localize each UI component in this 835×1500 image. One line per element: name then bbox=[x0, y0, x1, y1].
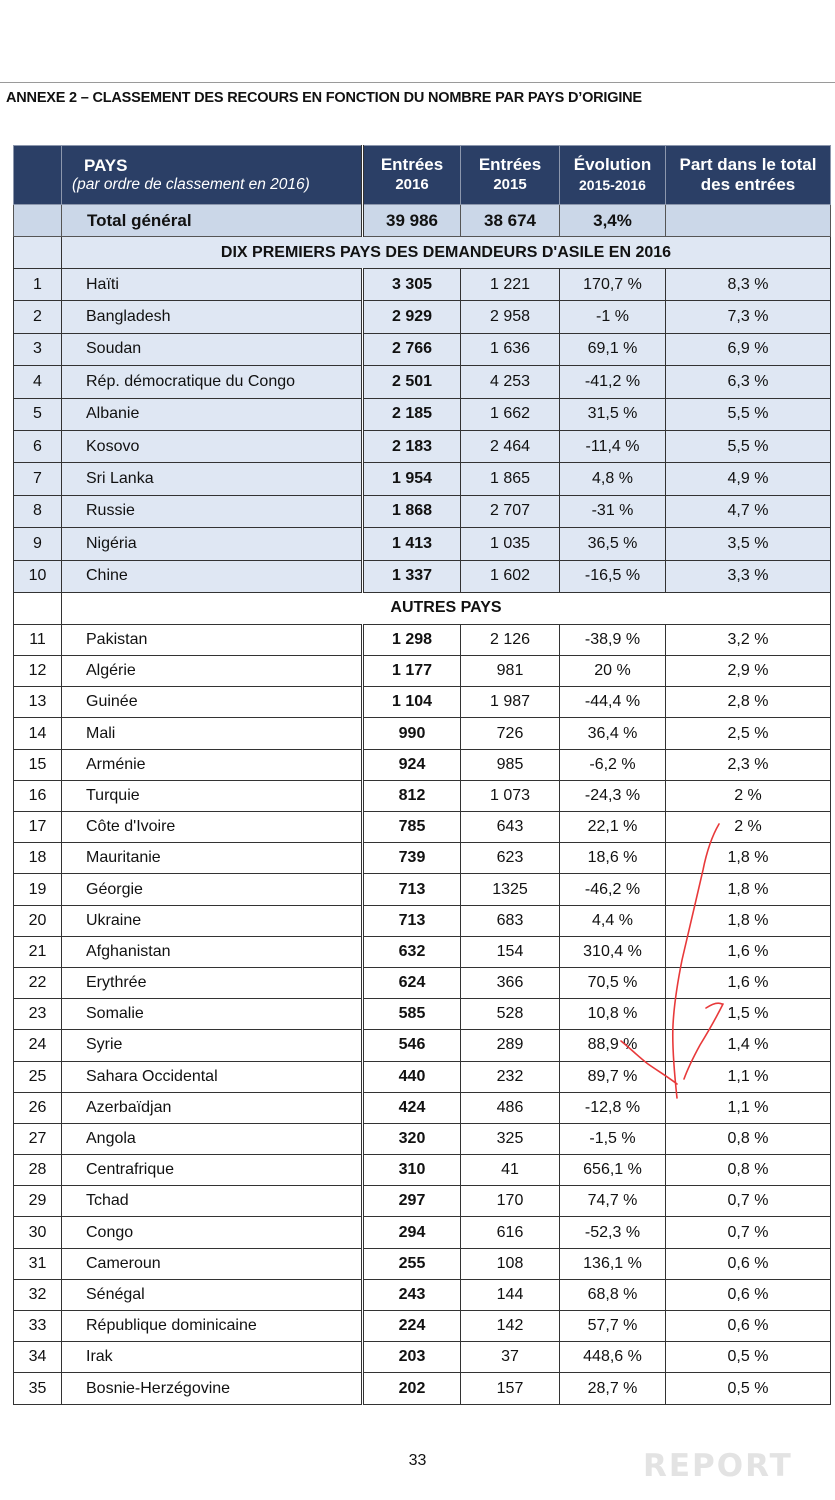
rank-cell: 30 bbox=[14, 1217, 62, 1248]
rank-cell: 29 bbox=[14, 1186, 62, 1217]
entrees-2016-cell: 739 bbox=[363, 843, 461, 874]
entrees-2015-cell: 643 bbox=[461, 812, 560, 843]
country-cell: Mali bbox=[62, 718, 363, 749]
country-cell: Erythrée bbox=[62, 967, 363, 998]
evolution-cell: -12,8 % bbox=[560, 1092, 666, 1123]
country-cell: Sri Lanka bbox=[62, 463, 363, 495]
table-row bbox=[14, 624, 831, 655]
entrees-2015-cell: 486 bbox=[461, 1092, 560, 1123]
entrees-2015-cell: 683 bbox=[461, 905, 560, 936]
rank-cell: 4 bbox=[14, 366, 62, 398]
table-row bbox=[14, 936, 831, 967]
entrees-2016-cell: 424 bbox=[363, 1092, 461, 1123]
rank-cell: 14 bbox=[14, 718, 62, 749]
entrees-2015-cell: 981 bbox=[461, 656, 560, 687]
evolution-cell: 20 % bbox=[560, 656, 666, 687]
total-rank-cell bbox=[14, 205, 62, 237]
entrees-2016-cell: 3 305 bbox=[363, 269, 461, 301]
table-row bbox=[14, 687, 831, 718]
rank-cell: 1 bbox=[14, 269, 62, 301]
annex-title: ANNEXE 2 – CLASSEMENT DES RECOURS EN FONCTION DU NOMBRE PAR PAYS D’ORIGINE bbox=[6, 90, 642, 106]
entrees-2016-cell: 713 bbox=[363, 874, 461, 905]
header-evolution-line1: Évolution bbox=[573, 155, 652, 174]
entrees-2016-cell: 2 766 bbox=[363, 333, 461, 365]
rank-cell: 34 bbox=[14, 1342, 62, 1373]
evolution-cell: -41,2 % bbox=[560, 366, 666, 398]
country-cell: Pakistan bbox=[62, 624, 363, 655]
table-row bbox=[14, 1092, 831, 1123]
country-cell: Somalie bbox=[62, 999, 363, 1030]
country-cell: Haïti bbox=[62, 269, 363, 301]
header-entrees-2015-line2: 2015 bbox=[493, 176, 527, 193]
table-row bbox=[14, 1186, 831, 1217]
table-row bbox=[14, 495, 831, 527]
evolution-cell: 31,5 % bbox=[560, 398, 666, 430]
entrees-2016-cell: 2 185 bbox=[363, 398, 461, 430]
country-cell: Mauritanie bbox=[62, 843, 363, 874]
part-cell: 2,9 % bbox=[666, 656, 831, 687]
page-number: 33 bbox=[408, 1452, 427, 1469]
country-cell: Kosovo bbox=[62, 430, 363, 462]
table-row bbox=[14, 656, 831, 687]
entrees-2016-cell: 1 413 bbox=[363, 528, 461, 560]
entrees-2015-cell: 1 865 bbox=[461, 463, 560, 495]
entrees-2015-cell: 1 073 bbox=[461, 780, 560, 811]
part-cell: 3,3 % bbox=[666, 560, 831, 592]
header-pays-sub: (par ordre de classement en 2016) bbox=[72, 175, 310, 193]
table-row bbox=[14, 874, 831, 905]
evolution-cell: 310,4 % bbox=[560, 936, 666, 967]
rank-cell: 32 bbox=[14, 1279, 62, 1310]
part-cell: 0,6 % bbox=[666, 1311, 831, 1342]
entrees-2015-cell: 616 bbox=[461, 1217, 560, 1248]
part-cell: 2,3 % bbox=[666, 749, 831, 780]
part-cell: 4,7 % bbox=[666, 495, 831, 527]
part-cell: 6,3 % bbox=[666, 366, 831, 398]
evolution-cell: -11,4 % bbox=[560, 430, 666, 462]
part-cell: 1,8 % bbox=[666, 843, 831, 874]
entrees-2016-cell: 1 337 bbox=[363, 560, 461, 592]
total-row bbox=[14, 205, 831, 237]
section-top-rank-cell bbox=[14, 237, 62, 269]
country-cell: Guinée bbox=[62, 687, 363, 718]
report-watermark: REPORT bbox=[643, 1448, 793, 1484]
section-top-title: DIX PREMIERS PAYS DES DEMANDEURS D'ASILE EN 2016 bbox=[62, 237, 831, 269]
evolution-cell: 70,5 % bbox=[560, 967, 666, 998]
evolution-cell: -1,5 % bbox=[560, 1123, 666, 1154]
evolution-cell: 4,8 % bbox=[560, 463, 666, 495]
evolution-cell: 88,9 % bbox=[560, 1030, 666, 1061]
header-evolution bbox=[560, 146, 666, 205]
country-cell: Cameroun bbox=[62, 1248, 363, 1279]
section-top-row bbox=[14, 237, 831, 269]
part-cell: 2 % bbox=[666, 812, 831, 843]
table-row bbox=[14, 366, 831, 398]
country-cell: Algérie bbox=[62, 656, 363, 687]
evolution-cell: 36,4 % bbox=[560, 718, 666, 749]
table-row bbox=[14, 1279, 831, 1310]
part-cell: 1,8 % bbox=[666, 905, 831, 936]
part-cell: 1,6 % bbox=[666, 967, 831, 998]
table-row bbox=[14, 1373, 831, 1404]
table-row bbox=[14, 333, 831, 365]
header-entrees-2015 bbox=[461, 146, 560, 205]
table-row bbox=[14, 1342, 831, 1373]
table-row bbox=[14, 967, 831, 998]
entrees-2015-cell: 726 bbox=[461, 718, 560, 749]
entrees-2016-cell: 320 bbox=[363, 1123, 461, 1154]
country-cell: Côte d'Ivoire bbox=[62, 812, 363, 843]
entrees-2016-cell: 1 298 bbox=[363, 624, 461, 655]
part-cell: 1,1 % bbox=[666, 1061, 831, 1092]
evolution-cell: 170,7 % bbox=[560, 269, 666, 301]
part-cell: 0,7 % bbox=[666, 1217, 831, 1248]
country-cell: Sénégal bbox=[62, 1279, 363, 1310]
country-cell: Soudan bbox=[62, 333, 363, 365]
entrees-2016-cell: 2 183 bbox=[363, 430, 461, 462]
evolution-cell: -38,9 % bbox=[560, 624, 666, 655]
entrees-2016-cell: 812 bbox=[363, 780, 461, 811]
country-cell: Albanie bbox=[62, 398, 363, 430]
entrees-2016-cell: 243 bbox=[363, 1279, 461, 1310]
entrees-2015-cell: 4 253 bbox=[461, 366, 560, 398]
part-cell: 3,5 % bbox=[666, 528, 831, 560]
entrees-2016-cell: 1 954 bbox=[363, 463, 461, 495]
rank-cell: 22 bbox=[14, 967, 62, 998]
entrees-2016-cell: 294 bbox=[363, 1217, 461, 1248]
country-cell: Sahara Occidental bbox=[62, 1061, 363, 1092]
rank-cell: 2 bbox=[14, 301, 62, 333]
part-cell: 2 % bbox=[666, 780, 831, 811]
part-cell: 1,4 % bbox=[666, 1030, 831, 1061]
rank-cell: 21 bbox=[14, 936, 62, 967]
entrees-2015-cell: 144 bbox=[461, 1279, 560, 1310]
table-row bbox=[14, 1248, 831, 1279]
evolution-cell: -44,4 % bbox=[560, 687, 666, 718]
rank-cell: 28 bbox=[14, 1155, 62, 1186]
header-part-line2: des entrées bbox=[700, 175, 796, 194]
table-row bbox=[14, 812, 831, 843]
entrees-2015-cell: 2 464 bbox=[461, 430, 560, 462]
table-row bbox=[14, 718, 831, 749]
part-cell: 8,3 % bbox=[666, 269, 831, 301]
entrees-2015-cell: 108 bbox=[461, 1248, 560, 1279]
evolution-cell: 57,7 % bbox=[560, 1311, 666, 1342]
evolution-cell: 36,5 % bbox=[560, 528, 666, 560]
part-cell: 0,6 % bbox=[666, 1279, 831, 1310]
country-cell: Ukraine bbox=[62, 905, 363, 936]
entrees-2015-cell: 366 bbox=[461, 967, 560, 998]
entrees-2016-cell: 624 bbox=[363, 967, 461, 998]
table-row bbox=[14, 780, 831, 811]
entrees-2015-cell: 1 636 bbox=[461, 333, 560, 365]
evolution-cell: 22,1 % bbox=[560, 812, 666, 843]
header-row bbox=[14, 146, 831, 205]
rank-cell: 19 bbox=[14, 874, 62, 905]
section-other-row bbox=[14, 592, 831, 624]
entrees-2016-cell: 310 bbox=[363, 1155, 461, 1186]
entrees-2015-cell: 37 bbox=[461, 1342, 560, 1373]
country-cell: Syrie bbox=[62, 1030, 363, 1061]
country-cell: Arménie bbox=[62, 749, 363, 780]
evolution-cell: -16,5 % bbox=[560, 560, 666, 592]
entrees-2016-cell: 297 bbox=[363, 1186, 461, 1217]
country-cell: Tchad bbox=[62, 1186, 363, 1217]
country-cell: Russie bbox=[62, 495, 363, 527]
part-cell: 1,1 % bbox=[666, 1092, 831, 1123]
rank-cell: 12 bbox=[14, 656, 62, 687]
part-cell: 0,8 % bbox=[666, 1155, 831, 1186]
entrees-2015-cell: 1 035 bbox=[461, 528, 560, 560]
entrees-2015-cell: 325 bbox=[461, 1123, 560, 1154]
rank-cell: 18 bbox=[14, 843, 62, 874]
part-cell: 1,8 % bbox=[666, 874, 831, 905]
table-row bbox=[14, 463, 831, 495]
entrees-2015-cell: 1 987 bbox=[461, 687, 560, 718]
entrees-2015-cell: 154 bbox=[461, 936, 560, 967]
country-cell: Géorgie bbox=[62, 874, 363, 905]
rank-cell: 24 bbox=[14, 1030, 62, 1061]
evolution-cell: 448,6 % bbox=[560, 1342, 666, 1373]
part-cell: 7,3 % bbox=[666, 301, 831, 333]
part-cell: 0,6 % bbox=[666, 1248, 831, 1279]
header-part bbox=[666, 146, 831, 205]
total-part bbox=[666, 205, 831, 237]
entrees-2015-cell: 1 602 bbox=[461, 560, 560, 592]
entrees-2016-cell: 924 bbox=[363, 749, 461, 780]
entrees-2015-cell: 41 bbox=[461, 1155, 560, 1186]
rank-cell: 31 bbox=[14, 1248, 62, 1279]
entrees-2015-cell: 170 bbox=[461, 1186, 560, 1217]
part-cell: 5,5 % bbox=[666, 398, 831, 430]
evolution-cell: 68,8 % bbox=[560, 1279, 666, 1310]
entrees-2015-cell: 985 bbox=[461, 749, 560, 780]
part-cell: 3,2 % bbox=[666, 624, 831, 655]
header-rank-cell bbox=[14, 146, 62, 205]
entrees-2016-cell: 990 bbox=[363, 718, 461, 749]
part-cell: 0,5 % bbox=[666, 1342, 831, 1373]
entrees-2016-cell: 785 bbox=[363, 812, 461, 843]
header-entrees-2016-line2: 2016 bbox=[395, 176, 429, 193]
country-cell: Bangladesh bbox=[62, 301, 363, 333]
country-cell: Chine bbox=[62, 560, 363, 592]
evolution-cell: 74,7 % bbox=[560, 1186, 666, 1217]
rank-cell: 27 bbox=[14, 1123, 62, 1154]
evolution-cell: 28,7 % bbox=[560, 1373, 666, 1404]
country-cell: Rép. démocratique du Congo bbox=[62, 366, 363, 398]
evolution-cell: 89,7 % bbox=[560, 1061, 666, 1092]
part-cell: 0,7 % bbox=[666, 1186, 831, 1217]
rank-cell: 23 bbox=[14, 999, 62, 1030]
part-cell: 0,5 % bbox=[666, 1373, 831, 1404]
table-row bbox=[14, 528, 831, 560]
total-e2016: 39 986 bbox=[363, 205, 461, 237]
entrees-2015-cell: 289 bbox=[461, 1030, 560, 1061]
entrees-2015-cell: 2 707 bbox=[461, 495, 560, 527]
entrees-2016-cell: 224 bbox=[363, 1311, 461, 1342]
entrees-2015-cell: 142 bbox=[461, 1311, 560, 1342]
rank-cell: 13 bbox=[14, 687, 62, 718]
entrees-2015-cell: 157 bbox=[461, 1373, 560, 1404]
header-part-line1: Part dans le total bbox=[679, 155, 817, 174]
entrees-2016-cell: 2 501 bbox=[363, 366, 461, 398]
evolution-cell: 136,1 % bbox=[560, 1248, 666, 1279]
header-evolution-line2: 2015-2016 bbox=[579, 177, 646, 193]
rank-cell: 8 bbox=[14, 495, 62, 527]
entrees-2015-cell: 2 958 bbox=[461, 301, 560, 333]
entrees-2015-cell: 1325 bbox=[461, 874, 560, 905]
table-row bbox=[14, 269, 831, 301]
section-other-title: AUTRES PAYS bbox=[62, 592, 831, 624]
rank-cell: 5 bbox=[14, 398, 62, 430]
entrees-2016-cell: 203 bbox=[363, 1342, 461, 1373]
total-evolution: 3,4% bbox=[560, 205, 666, 237]
section-other-rank-cell bbox=[14, 592, 62, 624]
country-cell: République dominicaine bbox=[62, 1311, 363, 1342]
total-label: Total général bbox=[62, 205, 363, 237]
country-cell: Centrafrique bbox=[62, 1155, 363, 1186]
evolution-cell: -24,3 % bbox=[560, 780, 666, 811]
entrees-2015-cell: 2 126 bbox=[461, 624, 560, 655]
evolution-cell: 18,6 % bbox=[560, 843, 666, 874]
header-entrees-2016-line1: Entrées bbox=[380, 155, 444, 174]
total-e2015: 38 674 bbox=[461, 205, 560, 237]
entrees-2016-cell: 632 bbox=[363, 936, 461, 967]
part-cell: 5,5 % bbox=[666, 430, 831, 462]
part-cell: 2,5 % bbox=[666, 718, 831, 749]
evolution-cell: 656,1 % bbox=[560, 1155, 666, 1186]
country-cell: Afghanistan bbox=[62, 936, 363, 967]
table-row bbox=[14, 560, 831, 592]
country-cell: Irak bbox=[62, 1342, 363, 1373]
country-cell: Bosnie-Herzégovine bbox=[62, 1373, 363, 1404]
evolution-cell: -1 % bbox=[560, 301, 666, 333]
country-cell: Turquie bbox=[62, 780, 363, 811]
country-cell: Congo bbox=[62, 1217, 363, 1248]
table-row bbox=[14, 1155, 831, 1186]
table-row bbox=[14, 430, 831, 462]
part-cell: 1,6 % bbox=[666, 936, 831, 967]
country-cell: Nigéria bbox=[62, 528, 363, 560]
evolution-cell: -52,3 % bbox=[560, 1217, 666, 1248]
rank-cell: 11 bbox=[14, 624, 62, 655]
entrees-2016-cell: 713 bbox=[363, 905, 461, 936]
table-row bbox=[14, 1311, 831, 1342]
part-cell: 2,8 % bbox=[666, 687, 831, 718]
table-row bbox=[14, 1030, 831, 1061]
part-cell: 6,9 % bbox=[666, 333, 831, 365]
header-pays bbox=[62, 146, 363, 205]
rank-cell: 10 bbox=[14, 560, 62, 592]
table-row bbox=[14, 1217, 831, 1248]
rank-cell: 25 bbox=[14, 1061, 62, 1092]
asylum-table bbox=[13, 145, 831, 1405]
evolution-cell: -31 % bbox=[560, 495, 666, 527]
rank-cell: 3 bbox=[14, 333, 62, 365]
rank-cell: 9 bbox=[14, 528, 62, 560]
rank-cell: 17 bbox=[14, 812, 62, 843]
rank-cell: 26 bbox=[14, 1092, 62, 1123]
rank-cell: 20 bbox=[14, 905, 62, 936]
entrees-2015-cell: 623 bbox=[461, 843, 560, 874]
entrees-2016-cell: 202 bbox=[363, 1373, 461, 1404]
entrees-2016-cell: 1 177 bbox=[363, 656, 461, 687]
entrees-2016-cell: 1 104 bbox=[363, 687, 461, 718]
entrees-2016-cell: 585 bbox=[363, 999, 461, 1030]
entrees-2016-cell: 1 868 bbox=[363, 495, 461, 527]
part-cell: 1,5 % bbox=[666, 999, 831, 1030]
rank-cell: 15 bbox=[14, 749, 62, 780]
part-cell: 4,9 % bbox=[666, 463, 831, 495]
entrees-2015-cell: 1 221 bbox=[461, 269, 560, 301]
table-row bbox=[14, 398, 831, 430]
table-row bbox=[14, 905, 831, 936]
entrees-2015-cell: 528 bbox=[461, 999, 560, 1030]
evolution-cell: -6,2 % bbox=[560, 749, 666, 780]
country-cell: Angola bbox=[62, 1123, 363, 1154]
rank-cell: 16 bbox=[14, 780, 62, 811]
evolution-cell: -46,2 % bbox=[560, 874, 666, 905]
rank-cell: 35 bbox=[14, 1373, 62, 1404]
evolution-cell: 4,4 % bbox=[560, 905, 666, 936]
evolution-cell: 69,1 % bbox=[560, 333, 666, 365]
header-entrees-2016 bbox=[363, 146, 461, 205]
rank-cell: 7 bbox=[14, 463, 62, 495]
evolution-cell: 10,8 % bbox=[560, 999, 666, 1030]
entrees-2016-cell: 546 bbox=[363, 1030, 461, 1061]
entrees-2015-cell: 232 bbox=[461, 1061, 560, 1092]
table-row bbox=[14, 749, 831, 780]
table-row bbox=[14, 301, 831, 333]
rank-cell: 6 bbox=[14, 430, 62, 462]
header-entrees-2015-line1: Entrées bbox=[478, 155, 542, 174]
table-row bbox=[14, 843, 831, 874]
entrees-2016-cell: 440 bbox=[363, 1061, 461, 1092]
entrees-2015-cell: 1 662 bbox=[461, 398, 560, 430]
top-rule bbox=[0, 82, 835, 83]
header-pays-label: PAYS bbox=[84, 155, 128, 175]
part-cell: 0,8 % bbox=[666, 1123, 831, 1154]
entrees-2016-cell: 2 929 bbox=[363, 301, 461, 333]
country-cell: Azerbaïdjan bbox=[62, 1092, 363, 1123]
table-row bbox=[14, 1061, 831, 1092]
entrees-2016-cell: 255 bbox=[363, 1248, 461, 1279]
rank-cell: 33 bbox=[14, 1311, 62, 1342]
table-row bbox=[14, 999, 831, 1030]
table-row bbox=[14, 1123, 831, 1154]
